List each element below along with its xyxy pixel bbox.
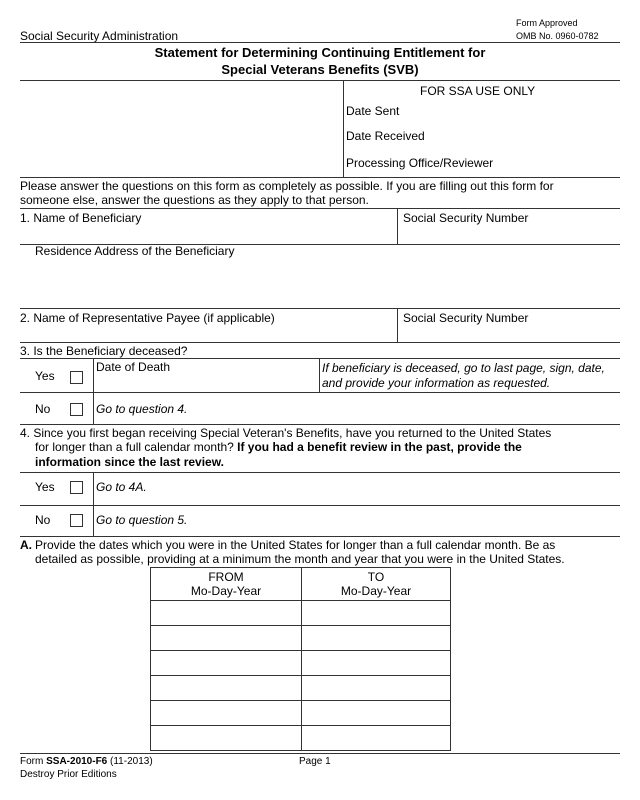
table-row [151, 726, 451, 751]
from-date-cell[interactable] [151, 676, 302, 701]
q4-yes-checkbox[interactable] [70, 481, 83, 494]
beneficiary-ssn-input[interactable] [403, 226, 615, 240]
date-of-death-input[interactable] [96, 375, 314, 389]
from-header: FROM Mo-Day-Year [151, 568, 302, 601]
page-number: Page 1 [299, 756, 331, 767]
rep-payee-name-input[interactable] [22, 326, 392, 340]
q4-no-checkbox[interactable] [70, 514, 83, 527]
table-row [151, 651, 451, 676]
processing-office-input[interactable] [502, 155, 614, 169]
to-date-cell[interactable] [302, 626, 451, 651]
q4-line3: information since the last review. [35, 455, 224, 469]
form-approved: Form Approved [516, 18, 578, 28]
deceased-note-line2: and provide your information as requested. [322, 376, 551, 390]
to-header: TO Mo-Day-Year [302, 568, 451, 601]
deceased-note-line1: If beneficiary is deceased, go to last page, sign, date, [322, 361, 605, 375]
rep-payee-ssn-input[interactable] [403, 326, 615, 340]
from-date-cell[interactable] [151, 626, 302, 651]
instructions-line1: Please answer the questions on this form as completely as possible. If you are filling out this form for [20, 179, 554, 193]
omb-number: OMB No. 0960-0782 [516, 31, 599, 41]
residence-address-input-line2[interactable] [35, 280, 615, 294]
residence-address-input[interactable] [35, 262, 615, 276]
beneficiary-ssn-label: Social Security Number [403, 211, 529, 225]
form-title-line1: Statement for Determining Continuing Entitlement for [154, 45, 486, 60]
from-date-cell[interactable] [151, 701, 302, 726]
q3-yes-checkbox[interactable] [70, 371, 83, 384]
q3-question: 3. Is the Beneficiary deceased? [20, 344, 188, 358]
agency-name: Social Security Administration [20, 29, 179, 43]
beneficiary-name-input[interactable] [22, 226, 392, 240]
table-row [151, 601, 451, 626]
instructions-line2: someone else, answer the questions as they apply to that person. [20, 193, 369, 207]
table-row [151, 626, 451, 651]
processing-office-label: Processing Office/Reviewer [346, 156, 494, 170]
date-sent-input[interactable] [410, 103, 610, 117]
q3-no-checkbox[interactable] [70, 403, 83, 416]
q3-yes-label: Yes [35, 369, 55, 383]
rep-payee-name-label: 2. Name of Representative Payee (if applicable) [20, 311, 275, 325]
destroy-prior-editions: Destroy Prior Editions [20, 769, 117, 780]
date-received-label: Date Received [346, 129, 425, 143]
table-row [151, 701, 451, 726]
q4-line2: for longer than a full calendar month? If you had a benefit review in the past, provide the [35, 440, 522, 454]
q4-no-label: No [35, 513, 51, 527]
to-date-cell[interactable] [302, 676, 451, 701]
q4a-line1: Provide the dates which you were in the United States for longer than a full calendar month. Be as [35, 538, 556, 552]
beneficiary-name-label: 1. Name of Beneficiary [20, 211, 142, 225]
residence-address-label: Residence Address of the Beneficiary [35, 244, 235, 258]
q4a-label: A. [20, 538, 32, 552]
from-date-cell[interactable] [151, 601, 302, 626]
q4a-line2: detailed as possible, providing at a minimum the month and year that you were in the United States. [35, 552, 565, 566]
to-date-cell[interactable] [302, 701, 451, 726]
to-date-cell[interactable] [302, 726, 451, 751]
form-title-line2: Special Veterans Benefits (SVB) [221, 62, 419, 77]
dates-table [150, 567, 451, 751]
from-date-cell[interactable] [151, 726, 302, 751]
q4-no-instruction: Go to question 5. [96, 513, 188, 527]
q4-yes-instruction: Go to 4A. [96, 480, 147, 494]
table-row [151, 676, 451, 701]
ssa-use-only-heading: FOR SSA USE ONLY [420, 84, 536, 98]
date-of-death-label: Date of Death [96, 360, 171, 374]
q4-line1: 4. Since you first began receiving Special Veteran's Benefits, have you returned to the United States [20, 426, 552, 440]
rep-payee-ssn-label: Social Security Number [403, 311, 529, 325]
to-date-cell[interactable] [302, 651, 451, 676]
from-date-cell[interactable] [151, 651, 302, 676]
to-date-cell[interactable] [302, 601, 451, 626]
date-received-input[interactable] [430, 128, 610, 142]
date-sent-label: Date Sent [346, 104, 400, 118]
form-number: Form SSA-2010-F6 (11-2013) [20, 756, 153, 767]
q4-yes-label: Yes [35, 480, 55, 494]
q3-no-label: No [35, 402, 51, 416]
q3-no-instruction: Go to question 4. [96, 402, 188, 416]
